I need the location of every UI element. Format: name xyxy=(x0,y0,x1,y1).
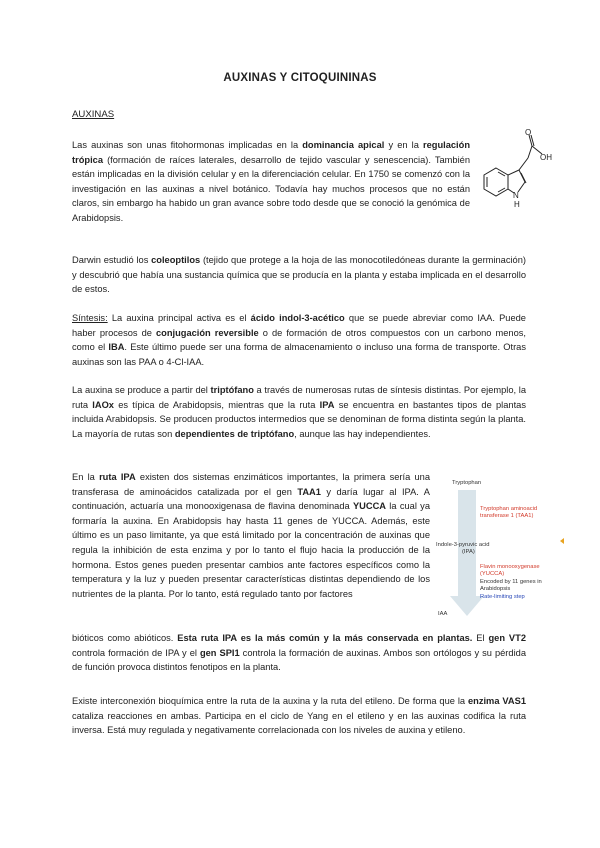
paragraph-ipa-conservada xyxy=(72,631,526,675)
p7-run-0: Existe interconexión bioquímica entre la ruta de la auxina y la ruta del etileno. De forma que la xyxy=(72,696,468,706)
p6-run-0: bióticos como abióticos. xyxy=(72,633,178,643)
p5-run-3: TAA1 xyxy=(297,486,321,497)
p6-run-6: controla la formación de auxinas. Ambos son ortólogos y su pérdida de función provoca distintos fenotipos en la planta. xyxy=(72,647,526,673)
nitrogen-label: N xyxy=(513,191,519,200)
p6-run-4: controla formación de IPA y el xyxy=(72,647,200,658)
p4-run-0: La auxina se produce a partir del xyxy=(72,385,211,395)
paragraph-etileno xyxy=(72,694,526,738)
yucca-genes-note-line2: Arabidopsis xyxy=(480,586,511,592)
paragraph-sintesis xyxy=(72,311,526,369)
p1-run-2: y en la xyxy=(384,140,423,150)
page-title: AUXINAS Y CITOQUININAS xyxy=(223,72,377,84)
ipa-label-line2: (IPA) xyxy=(462,549,475,555)
p5-run-2: existen dos sistemas enzimáticos importantes, la primera sería una transferasa de aminoácidos catalizada por el gen xyxy=(72,472,430,497)
p3-run-0: Síntesis: xyxy=(72,313,108,323)
paragraph-darwin xyxy=(72,253,526,297)
p5-run-4: y daría lugar al IPA. A continuación, actuaría una monooxigenasa de flavina denominada xyxy=(72,486,431,512)
paragraph-intro xyxy=(72,138,470,226)
p4-run-6: se encuentra en bastantes tipos de plantas incluida Arabidopsis. Se producen productos intermedios que se denominan de forma distinta según la planta. La mayoría de rutas son xyxy=(72,399,526,439)
yucca-enzyme-label-line2: (YUCCA) xyxy=(480,571,505,577)
taa1-enzyme-label-line2: transferase 1 (TAA1) xyxy=(480,513,534,519)
taa1-enzyme-label-line1: Tryptophan aminoacid xyxy=(480,506,538,512)
ipa-label-line1: Indole-3-pyruvic acid xyxy=(436,542,490,548)
p6-run-1: Esta ruta IPA es la más común y la más conservada en plantas. xyxy=(177,633,473,643)
p3-run-1: La auxina principal activa es el xyxy=(107,313,251,323)
p2-run-2: (tejido que protege a la hoja de las monocotiledóneas durante la germinación) y descubrió que había una sustancia química que se producía en la planta y estaba implicada en el desarrollo de estos. xyxy=(72,255,526,295)
p4-run-3: IAOx xyxy=(92,399,114,410)
p5-run-6: la cual ya formaría la auxina. En Arabidopsis hay hasta 11 genes de YUCCA. Además, este último es un paso limitante, ya que está limitado por la concentración de auxinas que regula la inhibición de esta enzima y por lo tanto el flujo hacia la producción de la hormona. Estos genes pueden presentar cambios ante factores específicos como la temperatura y la luz y pueden presentar características distintas dependiendo de los nutrientes de la planta. Por lo tanto, está regulado tanto por factores xyxy=(72,501,430,599)
rate-limiting-step-label: Rate-limiting step xyxy=(480,594,525,600)
section-heading-auxinas: AUXINAS xyxy=(72,109,115,120)
hydrogen-label: H xyxy=(514,200,520,209)
p1-run-0: Las auxinas son unas fitohormonas implicadas en la xyxy=(72,140,303,150)
ipa-pathway-diagram xyxy=(432,470,572,620)
iaa-label: IAA xyxy=(438,611,448,617)
p3-run-6: IBA xyxy=(108,342,125,353)
hydroxyl-label: OH xyxy=(540,153,552,162)
p4-run-2: a través de numerosas rutas de síntesis distintas. Por ejemplo, la ruta xyxy=(72,385,526,410)
p4-run-8: , aunque las hay independientes. xyxy=(294,428,431,439)
p4-run-5: IPA xyxy=(319,399,335,410)
p2-run-1: coleoptilos xyxy=(151,255,201,265)
p4-run-4: es típica de Arabidopsis, mientras que la ruta xyxy=(113,399,320,410)
paragraph-triptofano xyxy=(72,383,526,441)
yucca-enzyme-label-line1: Flavin monooxygenase xyxy=(480,564,540,570)
p1-run-3: regulación trópica xyxy=(72,140,470,165)
p6-run-2: El xyxy=(472,633,489,643)
p7-run-1: enzima VAS1 xyxy=(467,696,526,706)
p6-run-3: gen VT2 xyxy=(488,633,526,643)
p3-run-5: o de formación de otros compuestos con un carbono menos, como el xyxy=(72,327,526,353)
p3-run-2: ácido indol-3-acético xyxy=(250,313,345,323)
p3-run-4: conjugación reversible xyxy=(155,327,259,338)
tryptophan-label: Tryptophan xyxy=(452,480,482,486)
side-marker-icon xyxy=(560,538,564,544)
p3-run-7: . Este último puede ser una forma de almacenamiento o incluso una forma de transporte. Otras auxinas son las PAA o 4-Cl-IAA. xyxy=(72,342,526,367)
carbonyl-oxygen-label: O xyxy=(525,128,532,137)
p7-run-2: cataliza reacciones en ambas. Participa en el ciclo de Yang en el etileno y en las auxinas codifica la ruta inversa. Está muy regulada y negativamente correlacionada con los niveles de auxina y etileno. xyxy=(72,710,526,736)
indole-acetic-acid-structure xyxy=(476,128,552,232)
p4-run-7: dependientes de triptófano xyxy=(174,428,295,439)
p1-run-1: dominancia apical xyxy=(302,140,385,150)
paragraph-ruta-ipa xyxy=(72,470,430,601)
yucca-genes-note-line1: Encoded by 11 genes in xyxy=(480,579,542,585)
p5-run-0: En la xyxy=(72,472,100,482)
p2-run-0: Darwin estudió los xyxy=(72,255,152,265)
p6-run-5: gen SPI1 xyxy=(199,647,240,658)
p1-run-4: (formación de raíces laterales, desarrollo de tejido vascular y senescencia). También están implicadas en la división celular y en la diferenciación celular. En 1750 se comenzó con la investigación en las auxinas a nivel botánico. Todavía hay muchos procesos que no están claros, sin embargo ha habido un gran avance sobre todo desde que se conoció la genómica de Arabidopsis. xyxy=(72,154,470,223)
p5-run-1: ruta IPA xyxy=(99,472,136,482)
p3-run-3: que se puede abreviar como IAA. Puede haber procesos de xyxy=(72,313,526,338)
p4-run-1: triptófano xyxy=(210,385,254,395)
p5-run-5: YUCCA xyxy=(352,501,387,512)
